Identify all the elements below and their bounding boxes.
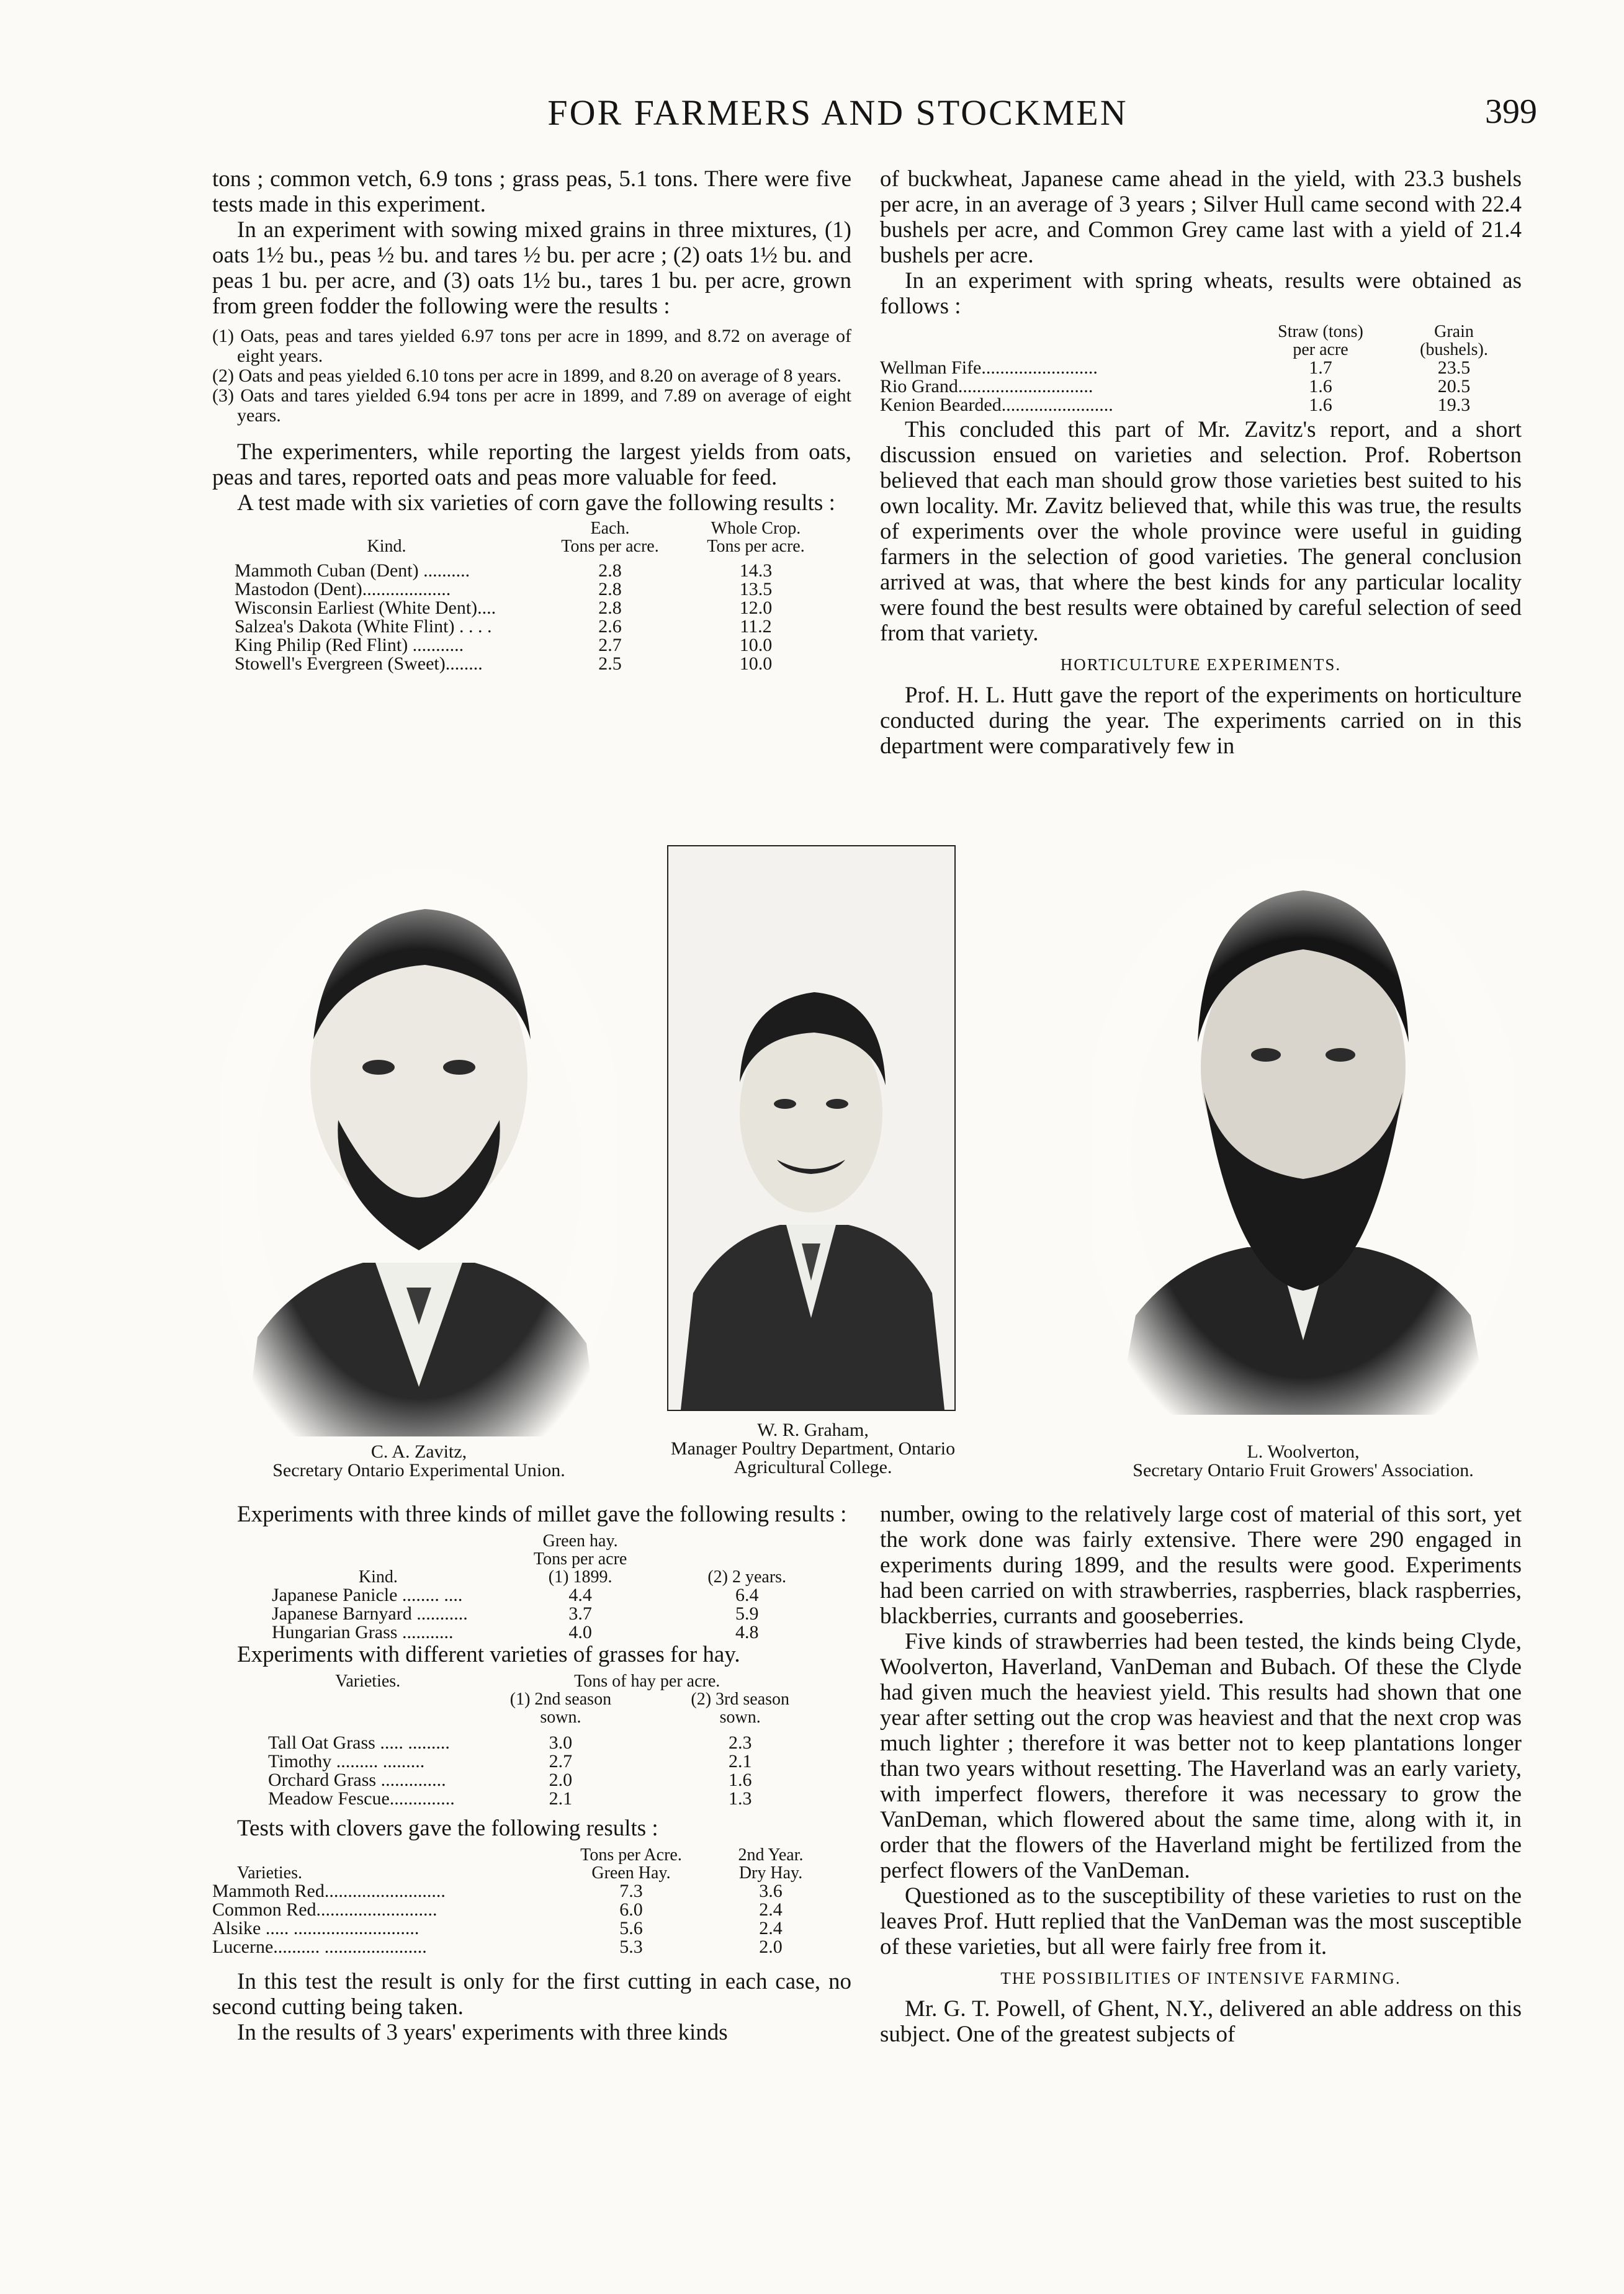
col-header (681, 519, 830, 555)
cell-name: Timothy ......... ......... (268, 1751, 425, 1772)
cell-name: Mammoth Cuban (Dent) .......... (235, 560, 470, 581)
col-header (1389, 323, 1519, 359)
clover-table (212, 1846, 839, 1956)
cell-value: 2.1 (728, 1751, 752, 1772)
cell-value: 7.3 (619, 1881, 643, 1901)
cell-name: Common Red.......................... (212, 1899, 437, 1920)
col-header: (2) 2 years. (707, 1567, 787, 1587)
cell-value: 13.5 (739, 579, 773, 599)
paragraph: Questioned as to the susceptibility of these varieties to rust on the leaves Prof. Hutt replied that the VanDeman was the most susceptible of these varieties, but all were fairly free from it. (880, 1883, 1522, 1960)
cell-value: 2.5 (598, 653, 622, 674)
cell-value: 2.4 (759, 1918, 783, 1938)
caption-name: L. Woolverton, (1247, 1441, 1360, 1462)
cell-value: 2.8 (598, 560, 622, 581)
table-row (235, 655, 830, 673)
cell-value: 5.6 (619, 1918, 643, 1938)
cell-value: 19.3 (1437, 395, 1471, 415)
table-row (235, 599, 830, 617)
portrait-graham (667, 845, 956, 1411)
col-header (539, 519, 681, 555)
caption-title: Manager Poultry Department, Ontario Agricultural College. (670, 1438, 956, 1477)
caption-zavitz (214, 1443, 624, 1480)
cell-value: 2.8 (598, 579, 622, 599)
table-row (268, 1790, 827, 1808)
paragraph: Tests with clovers gave the following results : (237, 1816, 658, 1841)
left-column-top (212, 166, 851, 673)
paragraph: In an experiment with sowing mixed grains in three mixtures, (1) oats 1½ bu., peas ½ bu. and tares ½ bu. per acre ; (2) oats 1½ bu. and peas 1 bu. per acre, and (3) oats 1½ bu., tares 1 bu. per acre, grown from green fodder the following were the results : (212, 217, 851, 319)
table-row (235, 617, 830, 636)
col-header: Varieties. (237, 1863, 302, 1883)
section-heading: THE POSSIBILITIES OF INTENSIVE FARMING. (1000, 1969, 1401, 1987)
cell-name: Orchard Grass .............. (268, 1770, 446, 1790)
note-item: (3) Oats and tares yielded 6.94 tons per acre in 1899, and 7.89 on average of eight years. (212, 385, 851, 426)
cell-value: 14.3 (739, 560, 773, 581)
cell-value: 1.6 (728, 1770, 752, 1790)
col-header (1252, 323, 1389, 359)
cell-name: Alsike ..... ........................... (212, 1918, 419, 1938)
table-row (268, 1771, 827, 1790)
col-header-line: Green hay. (542, 1531, 618, 1551)
paragraph: number, owing to the relatively large cost of material of this sort, yet the work done was fairly extensive. There were 290 engaged in experiments during 1899, and the results were good. Experiments had been carried on with strawberries, raspberries, black raspberries, blackberries, currants and gooseberries. (880, 1502, 1522, 1629)
results-notes (212, 326, 851, 426)
note-item: (2) Oats and peas yielded 6.10 tons per acre in 1899, and 8.20 on average of 8 years. (212, 365, 841, 386)
page-number: 399 (1485, 92, 1537, 131)
cell-name: Mammoth Red.......................... (212, 1881, 446, 1901)
cell-value: 5.9 (735, 1603, 759, 1624)
cell-value: 2.0 (549, 1770, 573, 1790)
table-row (235, 580, 830, 599)
col-header: Dry Hay. (738, 1863, 803, 1883)
cell-value: 2.1 (549, 1788, 573, 1809)
cell-value: 2.3 (728, 1732, 752, 1753)
col-header-line: Whole Crop. (711, 519, 801, 538)
table-row (212, 1919, 839, 1938)
col-header-line: Tons per acre. (561, 537, 659, 556)
col-header-line: Straw (tons) (1278, 322, 1363, 341)
table-row (880, 377, 1519, 396)
table-row (880, 396, 1519, 414)
millet-table (272, 1532, 818, 1642)
cell-name: Kenion Bearded........................ (880, 395, 1113, 415)
paragraph: tons ; common vetch, 6.9 tons ; grass peas, 5.1 tons. There were five tests made in this experiment. (212, 166, 851, 217)
cell-name: Japanese Panicle ........ .... (272, 1585, 463, 1605)
col-header: Tons per Acre. (580, 1845, 682, 1865)
cell-value: 10.0 (739, 635, 773, 655)
table-row (212, 1938, 839, 1956)
col-header: 2nd Year. (738, 1845, 804, 1865)
table-row (268, 1752, 827, 1771)
col-header (653, 1690, 827, 1726)
col-header (485, 1532, 676, 1586)
table-row (268, 1734, 827, 1752)
portrait-woolverton-image (1092, 844, 1514, 1415)
cell-name: King Philip (Red Flint) ........... (235, 635, 464, 655)
cell-value: 1.6 (1309, 376, 1332, 397)
caption-name: C. A. Zavitz, (370, 1441, 467, 1462)
portrait-woolverton (1092, 844, 1514, 1415)
col-header-line: sown. (540, 1708, 581, 1727)
grass-table (268, 1672, 827, 1808)
col-header-line: (2) 3rd season (691, 1690, 790, 1709)
col-header: Kind. (367, 537, 406, 556)
portrait-zavitz-image (220, 853, 617, 1436)
caption-title: Secretary Ontario Fruit Growers' Association. (1133, 1460, 1474, 1481)
cell-value: 20.5 (1437, 376, 1471, 397)
col-header (467, 1690, 653, 1726)
cell-value: 2.8 (598, 598, 622, 618)
col-header: Green Hay. (591, 1863, 671, 1883)
cell-value: 3.0 (549, 1732, 573, 1753)
cell-value: 4.4 (568, 1585, 592, 1605)
col-header-line: sown. (719, 1708, 761, 1727)
cell-value: 12.0 (739, 598, 773, 618)
cell-value: 11.2 (740, 616, 772, 637)
table-row (235, 562, 830, 580)
cell-value: 6.0 (619, 1899, 643, 1920)
table-row (272, 1605, 818, 1623)
paragraph: The experimenters, while reporting the largest yields from oats, peas and tares, reported oats and peas more valuable for feed. (212, 439, 851, 490)
section-heading: HORTICULTURE EXPERIMENTS. (1060, 655, 1342, 674)
col-header-line: Each. (590, 519, 630, 538)
paragraph: Experiments with three kinds of millet gave the following results : (237, 1502, 847, 1527)
col-header: Varieties. (335, 1672, 401, 1691)
paragraph: In the results of 3 years' experiments with three kinds (237, 2020, 728, 2045)
cell-value: 1.7 (1309, 357, 1332, 378)
page-header (0, 92, 1624, 141)
col-header: Tons of hay per acre. (574, 1672, 720, 1691)
cell-value: 2.0 (759, 1937, 783, 1957)
portrait-graham-image (668, 846, 954, 1410)
paragraph: Five kinds of strawberries had been tested, the kinds being Clyde, Woolverton, Haverland, VanDeman and Bubach. Of these the Clyde had given much the heaviest yield. This results had shown that one year after setting out the crop was heaviest and that the next crop was much lighter ; therefore it was better not to keep plantations longer than two years without resetting. The Haverland was an early variety, with imperfect flowers, therefore it was necessary to grow the VanDeman, which flowered about the same time, along with it, in order that the flowers of the Haverland might be fertilized from the perfect flowers of the VanDeman. (880, 1629, 1522, 1883)
col-header-line: (1) 2nd season (509, 1690, 612, 1709)
cell-name: Wisconsin Earliest (White Dent).... (235, 598, 496, 618)
cell-value: 6.4 (735, 1585, 759, 1605)
paragraph: In this test the result is only for the first cutting in each case, no second cutting being taken. (212, 1969, 851, 2020)
paragraph: Prof. H. L. Hutt gave the report of the experiments on horticulture conducted during the year. The experiments carried on in this department were comparatively few in (880, 683, 1522, 759)
caption-woolverton (1080, 1443, 1527, 1480)
col-header-line: (bushels). (1420, 340, 1488, 359)
cell-value: 23.5 (1437, 357, 1471, 378)
left-column-bottom (212, 1502, 851, 2045)
cell-name: Rio Grand............................. (880, 376, 1093, 397)
cell-name: Wellman Fife......................... (880, 357, 1098, 378)
table-row (212, 1901, 839, 1919)
col-header-line: per acre (1293, 340, 1348, 359)
cell-name: Japanese Barnyard ........... (272, 1603, 468, 1624)
cell-name: Stowell's Evergreen (Sweet)........ (235, 653, 483, 674)
cell-name: Hungarian Grass ........... (272, 1622, 454, 1642)
table-row (880, 359, 1519, 377)
paragraph: A test made with six varieties of corn gave the following results : (237, 490, 835, 516)
cell-name: Tall Oat Grass ..... ......... (268, 1732, 450, 1753)
paragraph: This concluded this part of Mr. Zavitz's report, and a short discussion ensued on varieties and selection. Prof. Robertson believed that each man should grow those varieties best suited to his own locality. Mr. Zavitz believed that, while this was true, the results of experiments over the whole province were useful in guiding farmers in the selection of good varieties. The general conclusion arrived at was, that where the best kinds for any particular locality were found the best results were obtained by careful selection of seed from that variety. (880, 417, 1522, 646)
cell-value: 1.3 (728, 1788, 752, 1809)
col-header: Kind. (358, 1567, 398, 1587)
caption-name: W. R. Graham, (757, 1420, 869, 1440)
cell-name: Lucerne.......... ...................... (212, 1937, 427, 1957)
table-row (235, 636, 830, 655)
col-header-line: Tons per acre (533, 1549, 627, 1569)
cell-value: 2.7 (549, 1751, 573, 1772)
cell-value: 5.3 (619, 1937, 643, 1957)
cell-value: 3.6 (759, 1881, 783, 1901)
corn-table (235, 519, 830, 673)
cell-value: 2.4 (759, 1899, 783, 1920)
wheat-table (880, 323, 1519, 414)
cell-value: 4.0 (568, 1622, 592, 1642)
paragraph: Experiments with different varieties of grasses for hay. (237, 1642, 740, 1667)
cell-value: 2.6 (598, 616, 622, 637)
running-title: FOR FARMERS AND STOCKMEN (547, 92, 1128, 133)
caption-graham (667, 1421, 959, 1477)
col-header-line: Tons per acre. (707, 537, 805, 556)
paragraph: of buckwheat, Japanese came ahead in the yield, with 23.3 bushels per acre, in an average of 3 years ; Silver Hull came second with 22.4 bushels per acre, and Common Grey came last with a yield of 21.4 bushels per acre. (880, 166, 1522, 268)
cell-name: Mastodon (Dent)................... (235, 579, 451, 599)
right-column-bottom (880, 1502, 1522, 2047)
cell-name: Meadow Fescue.............. (268, 1788, 455, 1809)
paragraph: In an experiment with spring wheats, results were obtained as follows : (880, 268, 1522, 319)
cell-value: 2.7 (598, 635, 622, 655)
cell-value: 4.8 (735, 1622, 759, 1642)
cell-value: 1.6 (1309, 395, 1332, 415)
cell-value: 10.0 (739, 653, 773, 674)
cell-name: Salzea's Dakota (White Flint) . . . . (235, 616, 492, 637)
portrait-zavitz (220, 853, 617, 1436)
col-header-line: (1) 1899. (548, 1567, 612, 1587)
col-header-line: Grain (1434, 322, 1474, 341)
table-row (272, 1586, 818, 1605)
paragraph: Mr. G. T. Powell, of Ghent, N.Y., delivered an able address on this subject. One of the greatest subjects of (880, 1996, 1522, 2047)
note-item: (1) Oats, peas and tares yielded 6.97 tons per acre in 1899, and 8.72 on average of eight years. (212, 326, 851, 366)
cell-value: 3.7 (568, 1603, 592, 1624)
table-row (212, 1882, 839, 1901)
caption-title: Secretary Ontario Experimental Union. (272, 1460, 565, 1481)
table-row (272, 1623, 818, 1642)
right-column-top (880, 166, 1522, 759)
